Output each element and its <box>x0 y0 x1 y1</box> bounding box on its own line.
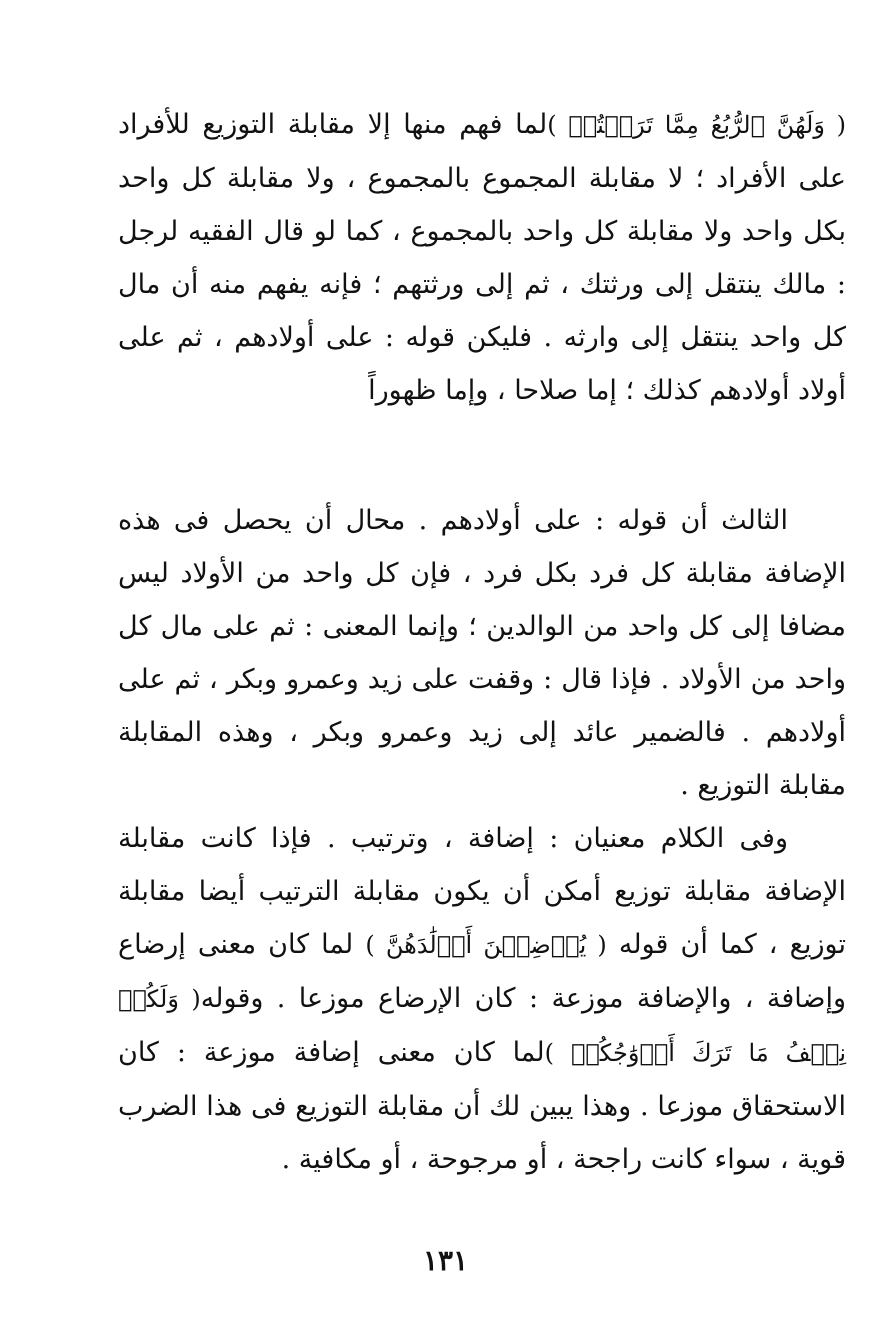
quran-verse: ( وَلَكُمۡ نِصۡفُ مَا تَرَكَ أَزۡوَٰجُكُمۡ ) <box>118 985 846 1067</box>
paragraph-3-text-part-3: لما كان معنى إضافة موزعة : كان الاستحقاق موزعا . وهذا يبين لك أن مقابلة التوزيع فى هذا الضرب قوية ، سواء كانت راجحة ، أو مرجوحة ، أو مكافية . <box>118 1037 846 1175</box>
quran-verse: ( يُرۡضِعۡنَ أَوۡلَٰدَهُنَّ ) <box>365 931 607 959</box>
page-number: ١٣١ <box>422 1244 469 1277</box>
paragraph-1 <box>118 98 846 417</box>
paragraph-3-text-part-2: لما كان معنى إرضاع وإضافة ، والإضافة موزعة : كان الإرضاع موزعا . وقوله <box>118 929 847 1014</box>
paragraph-3-text-part-1: وفى الكلام معنيان : إضافة ، وترتيب . فإذا كانت مقابلة الإضافة مقابلة توزيع أمكن أن يكون مقابلة الترتيب أيضا مقابلة توزيع ، كما أن قوله <box>118 823 846 960</box>
paragraph-2-text: الثالث أن قوله : على أولادهم . محال أن يحصل فى هذه الإضافة مقابلة كل فرد بكل فرد ، فإن كل واحد من الأولاد ليس مضافا إلى كل واحد من الوالدين ؛ وإنما المعنى : ثم على مال كل واحد من الأولاد . فإذا قال : وقفت على زيد وعمرو وبكر ، ثم على أولادهم . فالضمير عائد إلى زيد وعمرو وبكر ، وهذه المقابلة مقابلة التوزيع . <box>118 505 846 801</box>
quran-verse: ( وَلَهُنَّ ٱلرُّبُعُ مِمَّا تَرَكۡتُمۡ ) <box>547 111 846 139</box>
paragraph-3 <box>118 812 846 1186</box>
paragraph-1-text: لما فهم منها إلا مقابلة التوزيع للأفراد على الأفراد ؛ لا مقابلة المجموع بالمجموع ، ولا مقابلة كل واحد بكل واحد ولا مقابلة كل واحد بالمجموع ، كما لو قال الفقيه لرجل : مالك ينتقل إلى ورثتك ، ثم إلى ورثتهم ؛ فإنه يفهم منه أن مال كل واحد ينتقل إلى وارثه . فليكن قوله : على أولادهم ، ثم على أولاد أولادهم كذلك ؛ إما صلاحا ، وإما ظهوراً <box>118 109 846 406</box>
paragraph-2 <box>118 494 846 812</box>
